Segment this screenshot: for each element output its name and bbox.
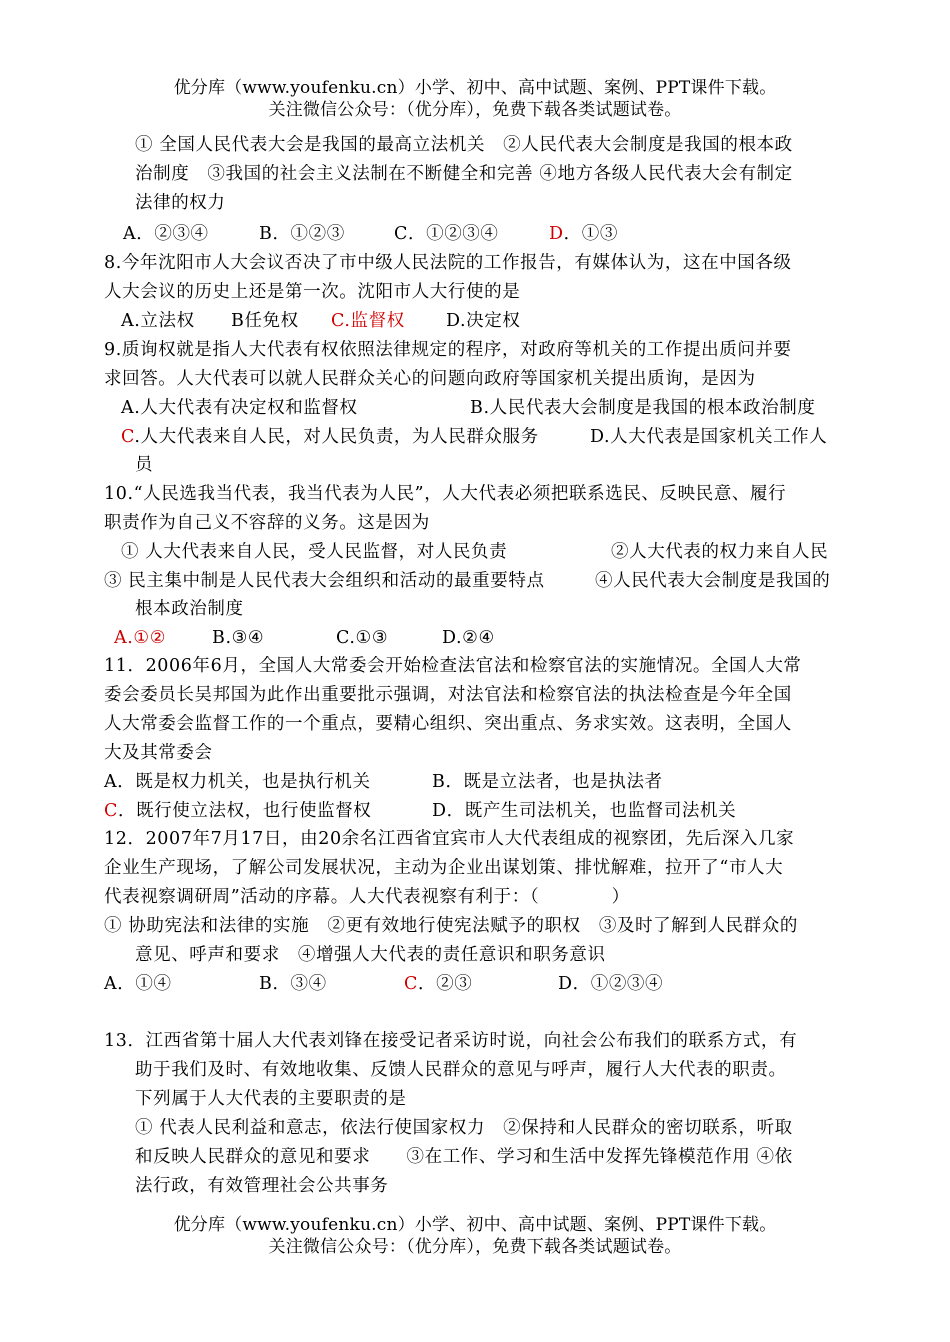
q13-options-line-2: 和反映人民群众的意见和要求 ③在工作、学习和生活中发挥先锋模范作用 ④依 <box>135 1147 793 1167</box>
q10-choice-a <box>114 623 166 653</box>
q7-choice-d-text: ．①③ <box>563 224 618 244</box>
q13-stem-line-1: 13．江西省第十届人大代表刘锋在接受记者采访时说，向社会公布我们的联系方式，有 <box>104 1031 798 1051</box>
q13-options-line-3: 法行政，有效管理社会公共事务 <box>135 1176 389 1196</box>
q11-stem-line-2: 委会委员长吴邦国为此作出重要批示强调，对法官法和检察官法的执法检查是今年全国 <box>104 685 792 705</box>
q12-choice-c-text: ．②③ <box>418 974 473 994</box>
q13-stem-line-2: 助于我们及时、有效地收集、反馈人民群众的意见与呼声，履行人大代表的职责。 <box>135 1060 787 1080</box>
q11-choice-d: D．既产生司法机关，也监督司法机关 <box>432 801 737 821</box>
q9-choice-d: D.人大代表是国家机关工作人 <box>590 427 828 447</box>
q10-option-3: ③ 民主集中制是人民代表大会组织和活动的最重要特点 <box>104 571 545 591</box>
header-line-2: 关注微信公众号：（优分库），免费下载各类试题试卷。 <box>268 100 682 120</box>
page-footer <box>0 1214 950 1258</box>
q10-stem-line-2: 职责作为自己义不容辞的义务。这是因为 <box>104 513 430 533</box>
q11-choice-b: B．既是立法者，也是执法者 <box>432 772 663 792</box>
footer-line-1: 优分库（www.youfenku.cn）小学、初中、高中试题、案例、PPT课件下载。 <box>173 1215 777 1235</box>
q12-choice-c <box>404 969 472 999</box>
q7-answer-letter: D <box>549 224 564 244</box>
q10-option-4-wrap: 根本政治制度 <box>135 599 244 619</box>
footer-line-2: 关注微信公众号：（优分库），免费下载各类试题试卷。 <box>268 1237 682 1257</box>
q10-option-2: ②人大代表的权力来自人民 <box>611 542 829 562</box>
q11-choice-c <box>104 796 371 826</box>
q10-choice-c: C.①③ <box>336 628 389 648</box>
q10-option-1: ① 人大代表来自人民，受人民监督，对人民负责 <box>121 542 508 562</box>
q7-choice-a: A．②③④ <box>123 224 209 244</box>
q9-choice-c <box>121 422 539 452</box>
q9-choice-b: B.人民代表大会制度是我国的根本政治制度 <box>470 398 816 418</box>
q8-choice-b: B任免权 <box>231 311 299 331</box>
q10-choice-d: D.②④ <box>442 628 495 648</box>
q8-choice-a: A.立法权 <box>121 311 195 331</box>
q12-stem-line-3: 代表视察调研周”活动的序幕。人大代表视察有利于：（ ） <box>104 887 630 907</box>
q9-answer-letter: C <box>121 427 135 447</box>
q11-stem-line-4: 大及其常委会 <box>104 743 213 763</box>
q8-stem-line-1: 8.今年沈阳市人大会议否决了市中级人民法院的工作报告，有媒体认为，这在中国各级 <box>104 253 792 273</box>
q11-answer-letter: C <box>104 801 118 821</box>
q11-stem-line-3: 人大常委会监督工作的一个重点，要精心组织、突出重点、务求实效。这表明，全国人 <box>104 714 792 734</box>
q10-choice-a-text: .①② <box>127 628 166 648</box>
q10-option-4: ④人民代表大会制度是我国的 <box>595 571 831 591</box>
q7-options-line-3: 法律的权力 <box>135 193 226 213</box>
page-header <box>0 77 950 121</box>
q12-stem-line-2: 企业生产现场，了解公司发展状况，主动为企业出谋划策、排忧解难，拉开了“市人大 <box>104 858 784 878</box>
q12-choice-d: D．①②③④ <box>558 974 664 994</box>
q11-stem-line-1: 11．2006年6月，全国人大常委会开始检查法官法和检察官法的实施情况。全国人大常 <box>104 656 802 676</box>
q13-stem-line-3: 下列属于人大代表的主要职责的是 <box>135 1089 407 1109</box>
q7-choice-b: B．①②③ <box>259 224 345 244</box>
q9-stem-line-2: 求回答。人大代表可以就人民群众关心的问题向政府等国家机关提出质询，是因为 <box>104 369 756 389</box>
q8-choice-c: C.监督权 <box>331 311 405 331</box>
q12-choice-b: B．③④ <box>259 974 327 994</box>
q7-choice-c: C．①②③④ <box>394 224 499 244</box>
q12-answer-letter: C <box>404 974 418 994</box>
q9-stem-line-1: 9.质询权就是指人大代表有权依照法律规定的程序，对政府等机关的工作提出质问并要 <box>104 340 792 360</box>
q9-choice-c-text: .人大代表来自人民，对人民负责，为人民群众服务 <box>134 427 539 447</box>
q10-choice-b: B.③④ <box>212 628 265 648</box>
q12-choice-a: A．①④ <box>104 974 172 994</box>
q10-answer-letter: A <box>114 628 128 648</box>
q8-choice-d: D.决定权 <box>446 311 521 331</box>
q8-stem-line-2: 人大会议的历史上还是第一次。沈阳市人大行使的是 <box>104 282 521 302</box>
q7-choice-d <box>549 219 618 249</box>
q12-stem-line-1: 12．2007年7月17日，由20余名江西省宜宾市人大代表组成的视察团，先后深入几家 <box>104 829 795 849</box>
q12-options-line-1: ① 协助宪法和法律的实施 ②更有效地行使宪法赋予的职权 ③及时了解到人民群众的 <box>104 916 798 936</box>
q7-options-line-1: ① 全国人民代表大会是我国的最高立法机关 ②人民代表大会制度是我国的根本政 <box>135 135 793 155</box>
q11-choice-c-text: ．既行使立法权，也行使监督权 <box>118 801 372 821</box>
q10-stem-line-1: 10.“人民选我当代表，我当代表为人民”，人大代表必须把联系选民、反映民意、履行 <box>104 484 787 504</box>
q13-options-line-1: ① 代表人民利益和意志，依法行使国家权力 ②保持和人民群众的密切联系，听取 <box>135 1118 793 1138</box>
q12-options-line-2: 意见、呼声和要求 ④增强人大代表的责任意识和职务意识 <box>135 945 606 965</box>
q7-options-line-2: 治制度 ③我国的社会主义法制在不断健全和完善 ④地方各级人民代表大会有制定 <box>135 164 793 184</box>
q9-choice-a: A.人大代表有决定权和监督权 <box>121 398 358 418</box>
q11-choice-a: A．既是权力机关，也是执行机关 <box>104 772 371 792</box>
header-line-1: 优分库（www.youfenku.cn）小学、初中、高中试题、案例、PPT课件下载。 <box>173 78 777 98</box>
q9-choice-d-wrap: 员 <box>135 455 154 475</box>
